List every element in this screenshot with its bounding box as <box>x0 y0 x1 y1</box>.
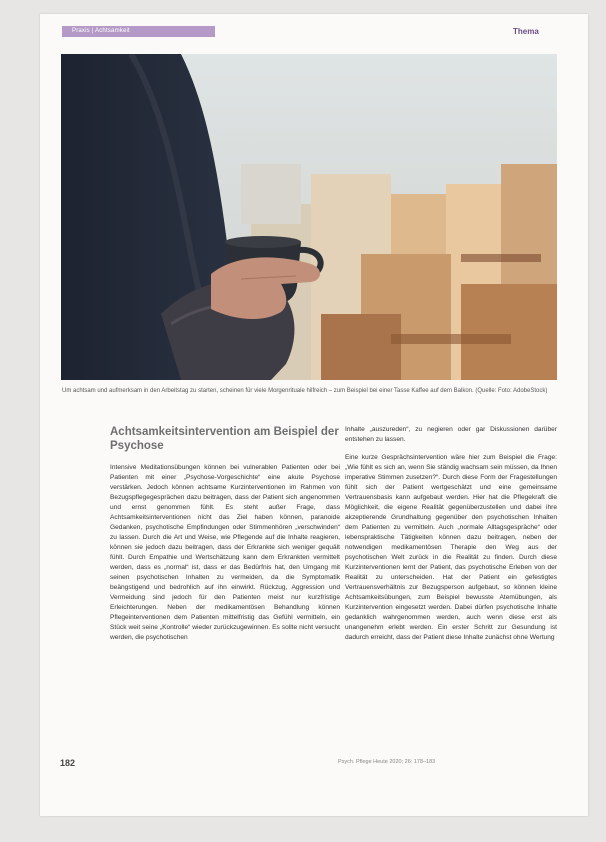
article-column-left <box>110 425 340 651</box>
paragraph: Eine kurze Gesprächsintervention wäre hier zum Beispiel die Frage: „Wie fühlt es sich an, wenn Sie ständig wachsam sein müssen, da Ihnen imperative Stimmen zusetzen?“. Durch diese Form der Fragestellungen fühlt sich der Patient wertgeschätzt und eine gemeinsame Vertrauensbasis kann aufgebaut werden. Hier hat die Pflegekraft die Möglichkeit, die eigene Realität gegenüberzustellen und dabei ihre akzeptierende Grundhaltung gegenüber den psychotischen Inhalten dem Patienten zu vermitteln. Auch „normale Alltagsgespräche“ oder lebenspraktische Tätigkeiten können dazu beitragen, neben der notwendigen medikamentösen Therapie den Weg aus der psychotischen Welt zurück in die Realität zu finden. Durch diese Kurzinterventionen lernt der Patient, das psychotische Erleben von der Realität zu unterscheiden. Hat der Patient ein gefestigtes Vertrauensverhältnis zur Bezugsperson aufgebaut, so können kleine Achtsamkeitsübungen, zum Beispiel bewusste Atemübungen, als Kurzintervention eingesetzt werden. Dabei dürfen psychotische Inhalte gedanklich wahrgenommen werden, auch wenn diese erst als unangenehm erlebt werden. Ein erster Schritt zur Gesundung ist dadurch erreicht, dass der Patient diese Inhalte zunächst ohne Wertung <box>345 454 557 641</box>
header-label: Praxis | Achtsamkeit <box>72 28 130 34</box>
photo-caption: Um achtsam und aufmerksam in den Arbeitstag zu starten, scheinen für viele Morgenrituale hilfreich – zum Beispiel bei einer Tasse Kaffee auf dem Balkon. (Quelle: Foto: AdobeStock) <box>62 388 548 394</box>
footer-reference: Psych. Pflege Heute 2020; 26: 178–183 <box>338 759 436 765</box>
article-column-right <box>345 425 557 651</box>
paragraph: Intensive Meditationsübungen können bei vulnerablen Patienten oder bei Patienten mit einer „Psychose-Vorgeschichte“ eine akute Psychose verstärken. Jedoch können achtsame Kurzinterventionen im Rahmen von Bezugspflegegesprächen dazu beitragen, dass der Patient sich angenommen und ernst genommen fühlt. Es steht außer Frage, dass Achtsamkeitsinterventionen nicht das Ziel haben können, paranoide Gedanken, psychotische Empfindungen oder Stimmenhören „verschwinden“ zu lassen. Durch die Art und Weise, wie Pflegende auf die Inhalte reagieren, können sie jedoch dazu beitragen, dass der Erkrankte sich weniger gequält fühlt. Durch Empathie und Wertschätzung kann dem Erkrankten vermittelt werden, dass es „normal“ ist, dass er das Bedürfnis hat, den Umgang mit seinen psychotischen Inhalten zu vermeiden, da die Symptomatik beängstigend und bedrohlich auf ihn einwirkt. Rückzug, Aggression und Vermeidung sind jedoch für den Patienten meist nur kurzfristige Erleichterungen. Neben der medikamentösen Behandlung können Pflegeinterventionen dem Patienten mittelfristig das Gefühl vermitteln, ein Stück weit seine „Kontrolle“ wieder zurückzugewinnen. Es sollte nicht versucht werden, die psychotischen <box>110 464 340 641</box>
section-label: Thema <box>513 27 539 36</box>
paragraph: Inhalte „auszureden“, zu negieren oder gar Diskussionen darüber entstehen zu lassen. <box>345 426 557 443</box>
article-heading: Achtsamkeitsintervention am Beispiel der Psychose <box>110 426 339 452</box>
article-photo <box>61 54 557 380</box>
page-number: 182 <box>60 758 76 768</box>
